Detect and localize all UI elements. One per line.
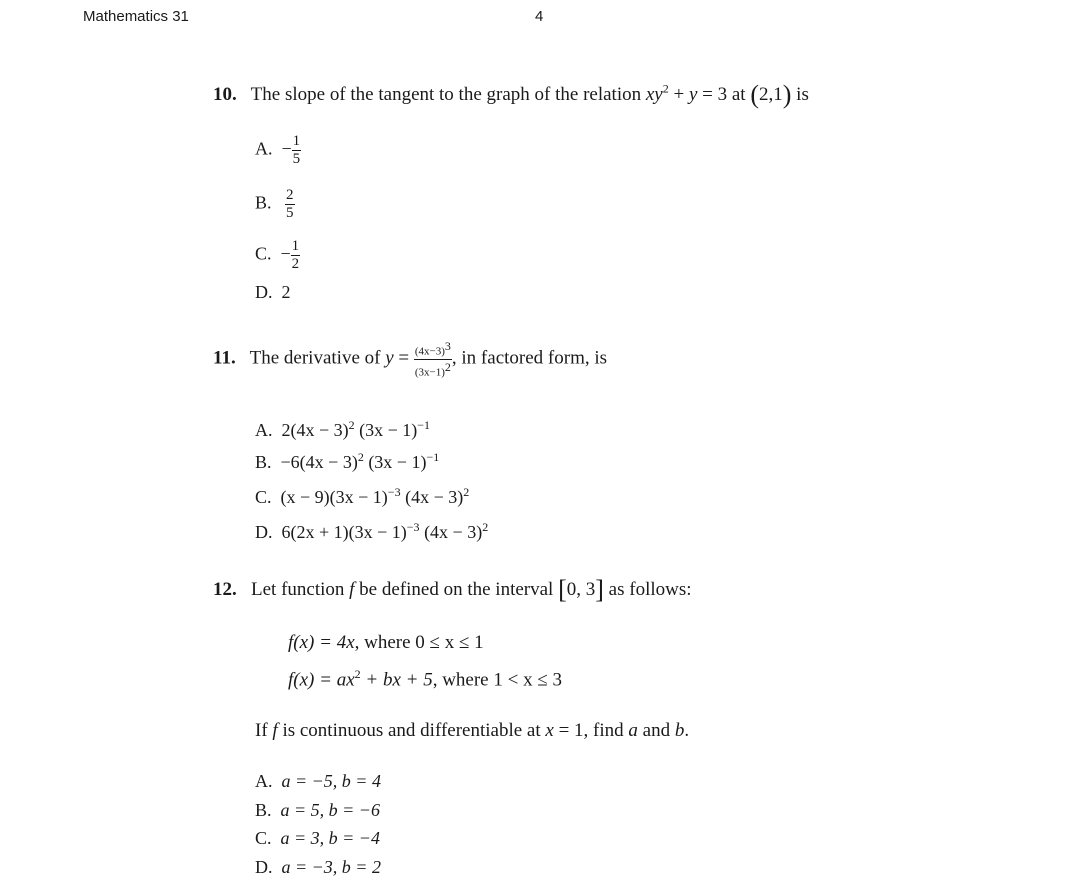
exponent-2: 2 xyxy=(482,520,489,534)
option-label: A. xyxy=(255,138,273,159)
option-label: C. xyxy=(255,243,272,264)
definition-rest: + bx + 5 xyxy=(360,669,433,691)
q10-option-d xyxy=(255,282,291,303)
interval-open-bracket: [ xyxy=(558,575,567,604)
numerator xyxy=(414,340,452,360)
definition-line-2 xyxy=(288,667,562,691)
question-11 xyxy=(213,340,607,378)
denominator xyxy=(414,360,452,379)
if-equals: = 1, find xyxy=(553,720,629,741)
question-10 xyxy=(213,80,809,110)
exponent-1: 2 xyxy=(348,418,355,432)
equals-sign: = xyxy=(393,347,414,369)
exponent-1: −3 xyxy=(387,485,401,499)
point-close-paren: ) xyxy=(782,80,792,109)
option-label: A. xyxy=(255,771,273,791)
at-word: at xyxy=(727,84,751,105)
exponent-2: −1 xyxy=(426,450,440,464)
numerator: 1 xyxy=(292,133,301,149)
eq-y2: y xyxy=(688,84,698,105)
eq-x: x xyxy=(645,84,655,105)
question-text-2: be defined on the interval xyxy=(354,579,559,600)
q11-option-d xyxy=(255,520,488,543)
eq-y: y xyxy=(654,84,663,105)
q12-option-b xyxy=(255,800,380,821)
if-b: b xyxy=(674,720,685,741)
numerator-exponent: 3 xyxy=(444,339,451,353)
condition-sentence xyxy=(255,720,689,742)
option-label: B. xyxy=(255,800,272,820)
interval-close-bracket: ] xyxy=(595,575,604,604)
question-text-3: as follows: xyxy=(603,579,692,600)
function-fraction xyxy=(414,340,452,378)
exponent-1: −3 xyxy=(406,520,420,534)
term-2: (4x − 3) xyxy=(400,487,464,507)
q11-option-b xyxy=(255,450,439,473)
option-sign: − xyxy=(280,243,291,264)
definition-lhs: f(x) = ax xyxy=(288,669,355,691)
q12-option-d xyxy=(255,857,381,878)
question-number: 12. xyxy=(213,579,237,600)
option-label: B. xyxy=(255,192,272,213)
q12-option-c xyxy=(255,828,380,849)
where-text: , where xyxy=(354,632,416,653)
if-text-2: is continuous and differentiable at xyxy=(277,720,546,741)
term-1: 6(2x + 1)(3x − 1) xyxy=(281,522,407,542)
option-label: C. xyxy=(255,828,272,848)
eq-exponent: 2 xyxy=(662,81,669,96)
where-text: , where xyxy=(432,669,494,691)
term-2: (4x − 3) xyxy=(419,522,483,542)
numerator-base: (4x−3) xyxy=(414,345,445,358)
denominator-base: (3x−1) xyxy=(414,366,445,379)
eq-plus: + xyxy=(668,84,689,105)
option-label: C. xyxy=(255,487,272,507)
interval-value: 0, 3 xyxy=(566,579,596,600)
option-sign: − xyxy=(281,138,292,159)
point-value: 2,1 xyxy=(759,84,783,105)
q11-option-a xyxy=(255,418,430,441)
if-end: . xyxy=(684,720,690,741)
option-value: a = −3, b = 2 xyxy=(281,857,381,877)
question-number: 11. xyxy=(213,347,236,369)
definition-line-1 xyxy=(288,632,484,654)
term-1: 2(4x − 3) xyxy=(281,420,349,440)
if-x: x xyxy=(545,720,554,741)
q10-option-c xyxy=(255,239,300,272)
definition-exponent: 2 xyxy=(354,667,361,681)
term-1: (x − 9)(3x − 1) xyxy=(280,487,388,507)
exponent-2: −1 xyxy=(417,418,431,432)
option-label: D. xyxy=(255,522,273,542)
page-number: 4 xyxy=(535,8,544,25)
if-and: and xyxy=(637,720,675,741)
denominator: 2 xyxy=(291,256,300,272)
is-word: is xyxy=(791,84,809,105)
if-function-f: f xyxy=(272,720,278,741)
option-value: a = 5, b = −6 xyxy=(280,800,380,820)
q12-option-a xyxy=(255,771,381,792)
fraction xyxy=(291,239,301,272)
term-2: (3x − 1) xyxy=(354,420,418,440)
term-1: −6(4x − 3) xyxy=(280,452,358,472)
course-title: Mathematics 31 xyxy=(83,8,189,25)
if-a: a xyxy=(628,720,638,741)
question-text-1: Let function xyxy=(251,579,350,600)
if-text-1: If xyxy=(255,720,273,741)
option-label: D. xyxy=(255,282,273,302)
exponent-1: 2 xyxy=(357,450,364,464)
fraction xyxy=(285,188,295,221)
term-2: (3x − 1) xyxy=(363,452,427,472)
option-label: D. xyxy=(255,857,273,877)
option-value: 2 xyxy=(281,282,291,302)
function-y: y xyxy=(385,347,394,369)
eq-rest: = 3 xyxy=(697,84,728,105)
option-value: a = 3, b = −4 xyxy=(280,828,380,848)
option-label: B. xyxy=(255,452,272,472)
question-text: The derivative of xyxy=(249,347,381,369)
question-tail: , in factored form, is xyxy=(451,347,608,369)
q10-option-a xyxy=(255,134,301,167)
definition-lhs: f(x) = 4x xyxy=(288,632,355,653)
exponent-2: 2 xyxy=(463,485,470,499)
denominator: 5 xyxy=(286,205,294,221)
question-12 xyxy=(213,575,692,605)
definition-condition: 0 ≤ x ≤ 1 xyxy=(415,632,484,653)
question-text: The slope of the tangent to the graph of the relation xyxy=(250,84,642,105)
numerator: 1 xyxy=(291,238,300,254)
option-value: a = −5, b = 4 xyxy=(281,771,381,791)
numerator: 2 xyxy=(286,187,294,203)
q10-option-b xyxy=(255,188,295,221)
point-open-paren: ( xyxy=(750,80,759,109)
option-label: A. xyxy=(255,420,273,440)
fraction xyxy=(292,134,302,167)
q11-option-c xyxy=(255,485,469,508)
definition-condition: 1 < x ≤ 3 xyxy=(493,669,563,691)
denominator-exponent: 2 xyxy=(444,359,451,374)
function-f: f xyxy=(349,579,355,600)
denominator: 5 xyxy=(292,151,301,167)
question-number: 10. xyxy=(213,84,237,105)
